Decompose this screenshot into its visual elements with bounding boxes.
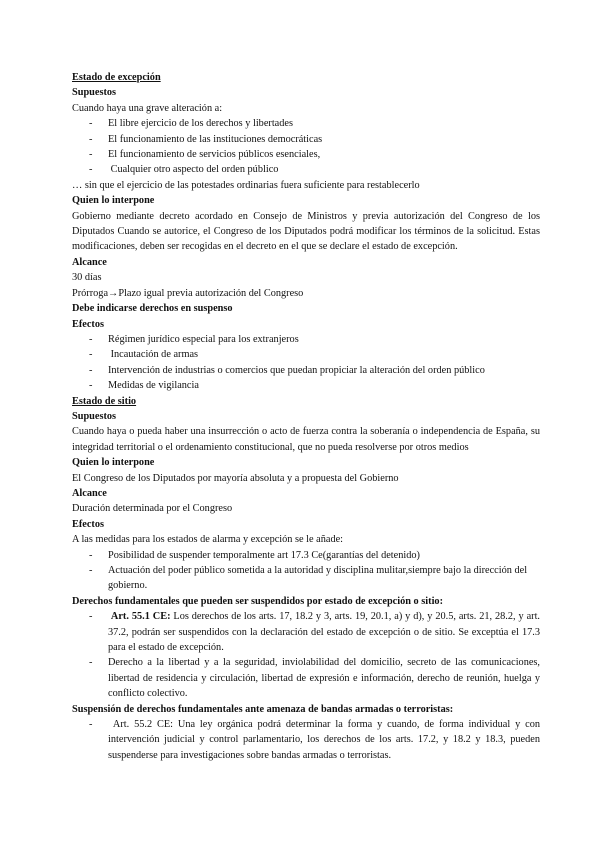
suspendibles-list (72, 609, 540, 701)
excepcion-alcance-line1: 30 días (72, 272, 102, 284)
excepcion-title: Estado de excepción (72, 72, 161, 83)
list-item: - Cualquier otro aspecto del orden público (89, 164, 279, 176)
list-item: - Intervención de industrias o comercios que puedan propiciar la alteración del orden público (89, 364, 485, 376)
list-item: - Derecho a la libertad y a la seguridad, inviolabilidad del domicilio, secreto de las comunicaciones, libertad de residencia y circulación, libertad de expresión e información, derecho de reunión, huelga y conflicto colectivo. (89, 657, 540, 700)
list-item: - El libre ejercicio de los derechos y libertades (89, 118, 293, 130)
sitio-title: Estado de sitio (72, 395, 137, 407)
list-item: - Posibilidad de suspender temporalmente art 17.3 Ce(garantías del detenido) (89, 549, 420, 561)
sitio-supuestos-heading: Supuestos (72, 410, 117, 422)
list-item: - Art. 55.1 CE: Los derechos de los arts. 17, 18.2 y 3, arts. 19, 20.1, a) y d), y 20.5, arts. 21, 28.2, y art. 37.2, podrán ser suspendidos con la declaración del estado de excepción o de sitio. Se exceptúa el 17.3 para el estado de excepción. (89, 611, 540, 654)
sitio-interpone-heading: Quien lo interpone (72, 457, 155, 469)
list-item: - Incautación de armas (89, 349, 199, 361)
bandas-list (72, 717, 543, 763)
excepcion-alcance-heading: Alcance (72, 256, 107, 268)
sitio-alcance-heading: Alcance (72, 487, 107, 499)
excepcion-efectos-list (72, 332, 540, 394)
bandas-heading: Suspensión de derechos fundamentales ante amenaza de bandas armadas o terroristas: (72, 703, 454, 715)
list-item: - Régimen jurídico especial para los extranjeros (89, 333, 299, 345)
list-item: - Art. 55.2 CE: Una ley orgánica podrá determinar la forma y cuando, de forma individual y con intervención judicial y control parlamentario, los derechos de los arts. 17.2, y 18.2 y 18.3, pueden suspenderse para investigaciones sobre bandas armadas o terroristas. (89, 719, 543, 761)
excepcion-supuestos-list (72, 116, 540, 178)
excepcion-alcance-line2: Prórroga→Plazo igual previa autorización del Congreso (72, 287, 304, 299)
sitio-efectos-intro: A las medidas para los estados de alarma y excepción se le añade: (72, 534, 344, 546)
excepcion-supuestos-intro: Cuando haya una grave alteración a: (72, 102, 223, 114)
sitio-supuestos-text: Cuando haya o pueda haber una insurrección o acto de fuerza contra la soberanía o independencia de España, su integridad territorial o el ordenamiento constitucional, que no pueda resolverse por otros medios (72, 426, 540, 453)
list-item: - Medidas de vigilancia (89, 380, 199, 392)
sitio-alcance-text: Duración determinada por el Congreso (72, 503, 233, 515)
sitio-efectos-heading: Efectos (72, 518, 105, 530)
excepcion-supuestos-heading: Supuestos (72, 87, 117, 99)
excepcion-supuestos-outro: … sin que el ejercicio de las potestades ordinarias fuera suficiente para restablecerlo (72, 179, 420, 191)
excepcion-efectos-heading: Efectos (72, 318, 105, 330)
excepcion-interpone-text: Gobierno mediante decreto acordado en Consejo de Ministros y previa autorización del Congreso de los Diputados Cuando se autorice, el Congreso de los Diputados podrá modificar los términos de la solicitud. Estas modificaciones, deben ser recogidas en el decreto en el que se declare el estado de excepción. (72, 210, 540, 253)
excepcion-interpone-heading: Quien lo interpone (72, 195, 155, 207)
excepcion-derechos-heading: Debe indicarse derechos en suspenso (72, 303, 233, 315)
list-item: - El funcionamiento de servicios públicos esenciales, (89, 149, 321, 161)
suspendibles-heading: Derechos fundamentales que pueden ser suspendidos por estado de excepción o sitio: (72, 595, 444, 607)
list-item: - Actuación del poder público sometida a la autoridad y disciplina mulitar,siempre bajo la dirección del gobierno. (89, 565, 528, 592)
sitio-interpone-text: El Congreso de los Diputados por mayoría absoluta y a propuesta del Gobierno (72, 472, 399, 484)
sitio-efectos-list (72, 548, 540, 594)
list-item: - El funcionamiento de las instituciones democráticas (89, 133, 323, 145)
